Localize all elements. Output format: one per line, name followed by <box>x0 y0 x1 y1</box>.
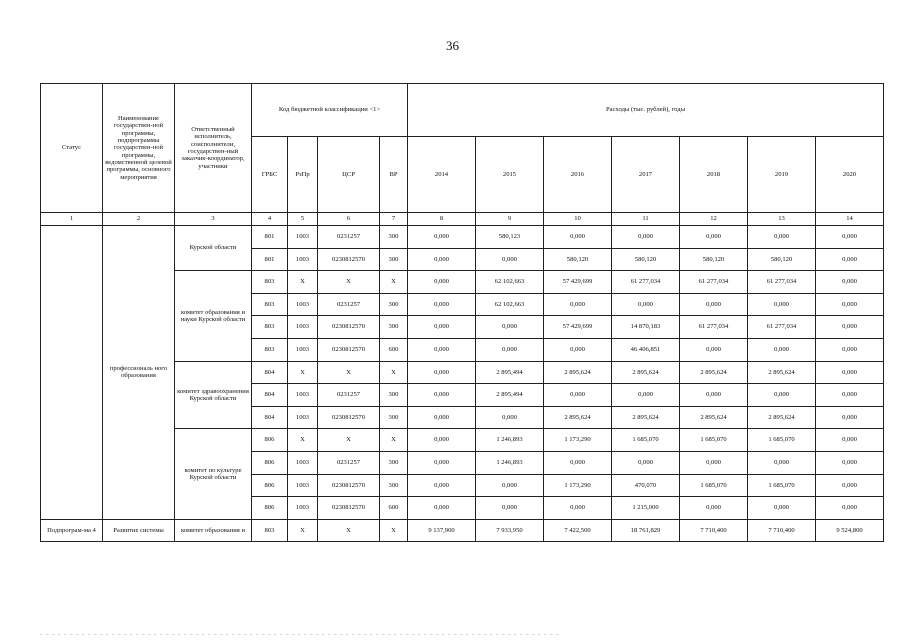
value-cell: 0,000 <box>816 451 884 474</box>
column-number: 14 <box>816 213 884 226</box>
column-number: 10 <box>544 213 612 226</box>
value-cell: 61 277,034 <box>680 271 748 294</box>
header-year: 2019 <box>748 137 816 213</box>
value-cell: 0,000 <box>612 384 680 407</box>
csr-cell: 0230812570 <box>318 474 380 497</box>
value-cell: 0,000 <box>748 293 816 316</box>
grbs-cell: 803 <box>252 338 288 361</box>
responsible-cell: комитет образования и <box>175 519 252 542</box>
rzpr-cell: 1003 <box>288 497 318 520</box>
grbs-cell: 804 <box>252 361 288 384</box>
rzpr-cell: 1003 <box>288 384 318 407</box>
value-cell: 0,000 <box>408 474 476 497</box>
vr-cell: 300 <box>380 451 408 474</box>
header-grbs: ГРБС <box>252 137 288 213</box>
value-cell: 580,120 <box>748 248 816 271</box>
value-cell: 0,000 <box>816 361 884 384</box>
header-year: 2014 <box>408 137 476 213</box>
value-cell: 0,000 <box>476 338 544 361</box>
rzpr-cell: Х <box>288 361 318 384</box>
value-cell: 0,000 <box>680 338 748 361</box>
value-cell: 0,000 <box>816 293 884 316</box>
value-cell: 0,000 <box>476 406 544 429</box>
value-cell: 0,000 <box>544 338 612 361</box>
column-number: 9 <box>476 213 544 226</box>
value-cell: 61 277,034 <box>748 316 816 339</box>
value-cell: 0,000 <box>816 316 884 339</box>
value-cell: 0,000 <box>408 316 476 339</box>
value-cell: 57 429,699 <box>544 316 612 339</box>
column-number: 11 <box>612 213 680 226</box>
column-number: 13 <box>748 213 816 226</box>
header-name: Наименование государствен-ной программы, подпрограммы государствен-ной программы, ведомственной целевой программы, основного мероприятия <box>103 84 175 213</box>
value-cell: 470,070 <box>612 474 680 497</box>
column-number: 1 <box>41 213 103 226</box>
rzpr-cell: 1003 <box>288 474 318 497</box>
value-cell: 1 685,070 <box>748 474 816 497</box>
rzpr-cell: 1003 <box>288 338 318 361</box>
value-cell: 0,000 <box>544 451 612 474</box>
csr-cell: 0231257 <box>318 293 380 316</box>
value-cell: 2 895,624 <box>612 361 680 384</box>
column-number: 4 <box>252 213 288 226</box>
value-cell: 2 895,624 <box>748 361 816 384</box>
value-cell: 2 895,624 <box>748 406 816 429</box>
value-cell: 61 277,034 <box>680 316 748 339</box>
grbs-cell: 801 <box>252 226 288 249</box>
budget-table <box>40 83 884 542</box>
rzpr-cell: 1003 <box>288 293 318 316</box>
value-cell: 0,000 <box>816 429 884 452</box>
csr-cell: 0230812570 <box>318 316 380 339</box>
vr-cell: Х <box>380 519 408 542</box>
value-cell: 0,000 <box>748 451 816 474</box>
grbs-cell: 801 <box>252 248 288 271</box>
value-cell: 61 277,034 <box>612 271 680 294</box>
header-rzpr: РзПр <box>288 137 318 213</box>
value-cell: 0,000 <box>544 497 612 520</box>
value-cell: 1 215,000 <box>612 497 680 520</box>
status-cell: Подпрограм-ма 4 <box>41 519 103 542</box>
value-cell: 0,000 <box>816 406 884 429</box>
value-cell: 0,000 <box>748 226 816 249</box>
value-cell: 0,000 <box>408 497 476 520</box>
value-cell: 0,000 <box>476 248 544 271</box>
value-cell: 0,000 <box>408 226 476 249</box>
column-number: 7 <box>380 213 408 226</box>
csr-cell: 0231257 <box>318 384 380 407</box>
header-budget-code: Код бюджетной классификации <1> <box>252 84 408 137</box>
vr-cell: 300 <box>380 474 408 497</box>
value-cell: 0,000 <box>612 451 680 474</box>
value-cell: 0,000 <box>748 384 816 407</box>
value-cell: 0,000 <box>680 293 748 316</box>
rzpr-cell: Х <box>288 519 318 542</box>
header-year: 2018 <box>680 137 748 213</box>
column-number: 5 <box>288 213 318 226</box>
grbs-cell: 806 <box>252 474 288 497</box>
grbs-cell: 806 <box>252 451 288 474</box>
vr-cell: Х <box>380 429 408 452</box>
header-year: 2020 <box>816 137 884 213</box>
value-cell: 0,000 <box>408 293 476 316</box>
value-cell: 0,000 <box>680 497 748 520</box>
value-cell: 2 895,494 <box>476 361 544 384</box>
value-cell: 1 685,070 <box>680 474 748 497</box>
grbs-cell: 803 <box>252 519 288 542</box>
value-cell: 9 137,900 <box>408 519 476 542</box>
header-csr: ЦСР <box>318 137 380 213</box>
value-cell: 0,000 <box>680 451 748 474</box>
value-cell: 0,000 <box>408 338 476 361</box>
value-cell: 1 173,290 <box>544 429 612 452</box>
value-cell: 0,000 <box>748 338 816 361</box>
scan-artifact-line <box>40 634 560 635</box>
value-cell: 9 524,800 <box>816 519 884 542</box>
vr-cell: Х <box>380 361 408 384</box>
value-cell: 1 685,070 <box>680 429 748 452</box>
csr-cell: 0231257 <box>318 226 380 249</box>
header-year: 2017 <box>612 137 680 213</box>
value-cell: 0,000 <box>544 226 612 249</box>
value-cell: 0,000 <box>408 248 476 271</box>
column-number: 3 <box>175 213 252 226</box>
responsible-cell: комитет здравоохранения Курской области <box>175 361 252 429</box>
value-cell: 0,000 <box>544 384 612 407</box>
page-number: 36 <box>446 38 459 53</box>
value-cell: 0,000 <box>816 497 884 520</box>
value-cell: 1 246,893 <box>476 429 544 452</box>
name-cell: Развитие системы <box>103 519 175 542</box>
block-name-cell: профессиональ ного образования <box>103 226 175 520</box>
value-cell: 0,000 <box>476 474 544 497</box>
value-cell: 0,000 <box>612 226 680 249</box>
rzpr-cell: 1003 <box>288 316 318 339</box>
value-cell: 0,000 <box>748 497 816 520</box>
value-cell: 57 429,699 <box>544 271 612 294</box>
csr-cell: 0230812570 <box>318 497 380 520</box>
column-number-row <box>41 213 884 226</box>
value-cell: 2 895,624 <box>680 361 748 384</box>
csr-cell: 0231257 <box>318 451 380 474</box>
vr-cell: 300 <box>380 406 408 429</box>
value-cell: 0,000 <box>408 406 476 429</box>
value-cell: 0,000 <box>408 271 476 294</box>
value-cell: 1 685,070 <box>612 429 680 452</box>
vr-cell: 300 <box>380 226 408 249</box>
value-cell: 0,000 <box>816 271 884 294</box>
table-row <box>41 226 884 249</box>
value-cell: 1 685,070 <box>748 429 816 452</box>
value-cell: 7 933,950 <box>476 519 544 542</box>
value-cell: 0,000 <box>476 316 544 339</box>
value-cell: 0,000 <box>680 384 748 407</box>
value-cell: 46 406,851 <box>612 338 680 361</box>
value-cell: 18 761,829 <box>612 519 680 542</box>
responsible-cell: Курской области <box>175 226 252 271</box>
value-cell: 580,120 <box>680 248 748 271</box>
rzpr-cell: 1003 <box>288 451 318 474</box>
value-cell: 1 173,290 <box>544 474 612 497</box>
rzpr-cell: 1003 <box>288 406 318 429</box>
header-vr: ВР <box>380 137 408 213</box>
value-cell: 1 246,893 <box>476 451 544 474</box>
value-cell: 0,000 <box>612 293 680 316</box>
grbs-cell: 804 <box>252 406 288 429</box>
csr-cell: Х <box>318 361 380 384</box>
value-cell: 0,000 <box>408 384 476 407</box>
value-cell: 7 710,400 <box>680 519 748 542</box>
header-year: 2015 <box>476 137 544 213</box>
value-cell: 580,120 <box>612 248 680 271</box>
csr-cell: 0230812570 <box>318 406 380 429</box>
value-cell: 0,000 <box>408 361 476 384</box>
header-status: Статус <box>41 84 103 213</box>
vr-cell: 300 <box>380 316 408 339</box>
value-cell: 7 422,500 <box>544 519 612 542</box>
table-body <box>41 226 884 542</box>
grbs-cell: 806 <box>252 429 288 452</box>
value-cell: 62 102,663 <box>476 271 544 294</box>
value-cell: 2 895,494 <box>476 384 544 407</box>
status-cell <box>41 226 103 520</box>
value-cell: 2 895,624 <box>544 406 612 429</box>
grbs-cell: 803 <box>252 316 288 339</box>
rzpr-cell: Х <box>288 271 318 294</box>
value-cell: 0,000 <box>816 384 884 407</box>
responsible-cell: комитет по культуре Курской области <box>175 429 252 519</box>
rzpr-cell: 1003 <box>288 226 318 249</box>
column-number: 2 <box>103 213 175 226</box>
value-cell: 14 870,183 <box>612 316 680 339</box>
value-cell: 0,000 <box>816 248 884 271</box>
header-year: 2016 <box>544 137 612 213</box>
header-responsible: Ответственный исполнитель, соисполнители, государствен-ный заказчик-координатор, участники <box>175 84 252 213</box>
grbs-cell: 803 <box>252 271 288 294</box>
value-cell: 0,000 <box>816 338 884 361</box>
vr-cell: 300 <box>380 384 408 407</box>
header-expenses: Расходы (тыс. рублей), годы <box>408 84 884 137</box>
vr-cell: Х <box>380 271 408 294</box>
responsible-cell: комитет образования и науки Курской области <box>175 271 252 361</box>
value-cell: 62 102,663 <box>476 293 544 316</box>
grbs-cell: 803 <box>252 293 288 316</box>
column-number: 6 <box>318 213 380 226</box>
vr-cell: 600 <box>380 497 408 520</box>
value-cell: 2 895,624 <box>680 406 748 429</box>
csr-cell: 0230812570 <box>318 248 380 271</box>
rzpr-cell: 1003 <box>288 248 318 271</box>
rzpr-cell: Х <box>288 429 318 452</box>
value-cell: 61 277,034 <box>748 271 816 294</box>
value-cell: 2 895,624 <box>544 361 612 384</box>
value-cell: 0,000 <box>816 474 884 497</box>
value-cell: 0,000 <box>408 451 476 474</box>
vr-cell: 300 <box>380 248 408 271</box>
value-cell: 7 710,400 <box>748 519 816 542</box>
column-number: 8 <box>408 213 476 226</box>
value-cell: 580,123 <box>476 226 544 249</box>
grbs-cell: 804 <box>252 384 288 407</box>
vr-cell: 600 <box>380 338 408 361</box>
value-cell: 2 895,624 <box>612 406 680 429</box>
value-cell: 580,120 <box>544 248 612 271</box>
csr-cell: Х <box>318 429 380 452</box>
value-cell: 0,000 <box>680 226 748 249</box>
value-cell: 0,000 <box>476 497 544 520</box>
csr-cell: Х <box>318 271 380 294</box>
csr-cell: 0230812570 <box>318 338 380 361</box>
value-cell: 0,000 <box>816 226 884 249</box>
vr-cell: 300 <box>380 293 408 316</box>
value-cell: 0,000 <box>544 293 612 316</box>
grbs-cell: 806 <box>252 497 288 520</box>
value-cell: 0,000 <box>408 429 476 452</box>
column-number: 12 <box>680 213 748 226</box>
csr-cell: Х <box>318 519 380 542</box>
table-row-subprogram <box>41 519 884 542</box>
